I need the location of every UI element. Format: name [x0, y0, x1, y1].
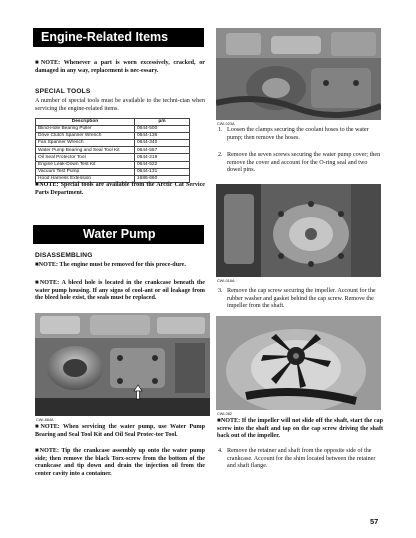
note-text: Whenever a part is worn excessively, cracked, or damaged in any way, replacement is nec-essary. — [35, 60, 205, 74]
table-row — [36, 147, 190, 154]
photo-water-pump-cover — [216, 184, 381, 277]
tool-part-number: 0644-131 — [135, 168, 190, 175]
tool-part-number: 1686-660 — [135, 175, 190, 182]
table-row — [36, 161, 190, 168]
section-banner-engine-related-items — [33, 28, 204, 47]
photo-engine-water-pump — [35, 313, 210, 416]
tool-description: Drive Clutch Spanner Wrench — [36, 133, 135, 140]
column-header-pn: p/n — [135, 119, 190, 126]
step-number: 4. — [218, 448, 223, 454]
banner-title: Engine-Related Items — [41, 30, 169, 44]
table-header-row — [36, 119, 190, 126]
step-number: 1. — [218, 127, 223, 133]
photo-caption: CWI-016A — [217, 279, 235, 283]
engine-top-illustration — [216, 28, 381, 120]
note-bleed-hole — [35, 280, 205, 303]
note-label: ■NOTE: — [35, 182, 59, 188]
tool-description: Oil Seal Protector Tool — [36, 154, 135, 161]
step-number: 2. — [218, 152, 223, 158]
tool-part-number: 0644-219 — [135, 154, 190, 161]
photo-caption: CWI-023A — [217, 122, 235, 126]
table-row — [36, 140, 190, 147]
column-header-description: Description — [36, 119, 135, 126]
tool-part-number: 0644-500 — [135, 126, 190, 133]
tool-description: Blind-Hole Bearing Puller — [36, 126, 135, 133]
page-number: 57 — [370, 517, 379, 526]
note-servicing-tools — [35, 424, 205, 439]
note-label: ■NOTE: — [35, 448, 59, 454]
tool-part-number: 0644-136 — [135, 133, 190, 140]
note-text: A bleed hole is located in the crankcase beneath the water pump housing. If any signs of cool-ant or oil leakage from the bleed hole exist, the seals must be replaced. — [35, 280, 206, 302]
tool-part-number: 0644-557 — [135, 147, 190, 154]
tool-description: Water Pump Bearing and Seal Tool Kit — [36, 147, 135, 154]
note-text: The engine must be removed for this proce-dure. — [59, 262, 186, 268]
note-label: ■NOTE: — [35, 262, 58, 268]
special-tools-table — [35, 118, 190, 183]
note-tip-crankcase — [35, 448, 205, 478]
tool-part-number: 0644-340 — [135, 140, 190, 147]
special-tools-intro: A number of special tools must be available to the techni-cian when servicing the engine-related items. — [35, 98, 205, 112]
engine-illustration — [35, 313, 210, 416]
note-text: Special tools are available from the Arctic Cat Service Parts Department. — [35, 182, 205, 196]
note-text: If the impeller will not slide off the shaft, start the cap screw into the shaft and tap on the cap screw driving the shaft back out of the impeller. — [217, 418, 383, 440]
note-label: ■NOTE: — [217, 418, 241, 424]
disassembling-heading: DISASSEMBLING — [35, 252, 93, 259]
banner-title: Water Pump — [83, 227, 156, 241]
photo-caption: CWI-082 — [217, 412, 232, 416]
step-text: Remove the cap screw securing the impeller. Account for the rubber washer and gasket behind the cap screw. Remove the impeller from the shaft. — [227, 288, 376, 310]
step-text: Remove the retainer and shaft from the opposite side of the crankcase. Account for the shim located between the retainer and shaft flange. — [227, 448, 376, 470]
step-number: 3. — [218, 288, 223, 294]
tool-part-number: 0644-522 — [135, 161, 190, 168]
step-text: Loosen the clamps securing the coolant hoses to the water pump; then remove the hoses. — [227, 127, 369, 141]
table-row — [36, 154, 190, 161]
note-special-tools — [35, 182, 205, 197]
section-banner-water-pump — [33, 225, 204, 244]
note-label: ■NOTE: — [35, 280, 60, 286]
note-label: ■NOTE: — [35, 60, 61, 66]
special-tools-heading: SPECIAL TOOLS — [35, 88, 91, 95]
table-row — [36, 168, 190, 175]
tool-description: Engine Leak-Down Test Kit — [36, 161, 135, 168]
note-text: Tip the crankcase assembly up onto the water pump side; then remove the black Torx-screw from the bottom of the crankcase and tip down and drain the injection oil from the center cavity into a container. — [35, 448, 205, 477]
note-text: When servicing the water pump, use Water Pump Bearing and Seal Tool Kit and Oil Seal Protec-tor Tool. — [35, 424, 206, 438]
photo-coolant-hoses — [216, 28, 381, 120]
tool-description: Fan Spanner Wrench — [36, 140, 135, 147]
note-label: ■NOTE: — [35, 424, 60, 430]
table-row — [36, 126, 190, 133]
note-replacement — [35, 60, 205, 75]
table-row — [36, 133, 190, 140]
tool-description: Hood Harness Extension — [36, 175, 135, 182]
pump-cover-illustration — [216, 184, 381, 277]
note-engine-removed — [35, 262, 205, 270]
photo-caption: CWI-884A — [36, 418, 54, 422]
tool-description: Vacuum Test Pump — [36, 168, 135, 175]
impeller-illustration — [216, 316, 381, 410]
step-text: Remove the seven screws securing the water pump cover; then remove the cover and account for the O-ring seal and two dowel pins. — [227, 152, 381, 174]
photo-impeller — [216, 316, 381, 410]
note-impeller-stuck — [217, 418, 383, 441]
